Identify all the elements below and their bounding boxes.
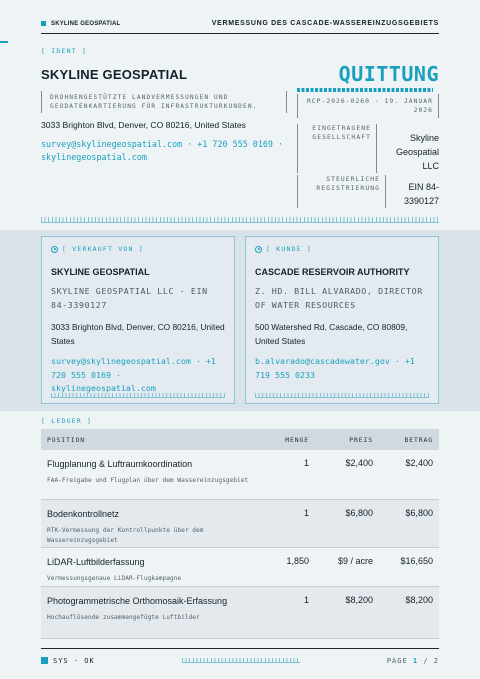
- target-icon: [51, 246, 58, 253]
- tax-registration-label: STEUERLICHE REGISTRIERUNG: [297, 175, 386, 208]
- edge-marker: [0, 41, 8, 43]
- item-quantity: 1: [303, 507, 309, 518]
- document-type: QUITTUNG: [338, 62, 439, 86]
- item-description: RTK-Vermessung der Kontrollpunkte über dem Wassereinzugsgebiet: [47, 526, 204, 544]
- seller-tag-row: [51, 245, 225, 253]
- company-tagline: DROHNENGESTÜTZTE LANDVERMESSUNGEN UND GEODATENKARTIERUNG FÜR INFRASTRUKTURKUNDEN.: [41, 91, 287, 113]
- table-row: [41, 450, 439, 499]
- item-price: $2,400: [345, 458, 373, 468]
- company-contact[interactable]: survey@skylinegeospatial.com · +1 720 555 0169 · skylinegeospatial.com: [41, 139, 284, 162]
- registered-company-value: Skyline Geospatial LLC: [395, 133, 439, 171]
- ledger-table: [41, 429, 439, 639]
- seller-legal: SKYLINE GEOSPATIAL LLC · EIN 84-3390127: [51, 286, 208, 310]
- top-bar: [41, 14, 439, 34]
- page-indicator: [387, 657, 439, 665]
- customer-tag: [ KUNDE ]: [266, 245, 313, 253]
- ledger-tag: [ LEDGER ]: [41, 417, 93, 425]
- customer-attention: Z. HD. BILL ALVARADO, DIRECTOR OF WATER RESOURCES: [255, 286, 423, 310]
- seller-contact[interactable]: survey@skylinegeospatial.com · +1 720 555 0169 · skylinegeospatial.com: [51, 356, 216, 393]
- item-amount: $6,800: [405, 507, 433, 518]
- page-label: PAGE: [386, 656, 408, 665]
- brand-name-small: SKYLINE GEOSPATIAL: [51, 20, 121, 27]
- system-status-text: SYS · OK: [53, 656, 95, 665]
- seller-address: 3033 Brighton Blvd, Denver, CO 80216, United States: [51, 322, 225, 346]
- status-square-icon: [41, 657, 48, 664]
- document-title: VERMESSUNG DES CASCADE-WASSEREINZUGSGEBIETS: [211, 20, 439, 27]
- target-icon: [255, 246, 262, 253]
- item-quantity: 1: [303, 458, 309, 468]
- column-header-quantity: MENGE: [285, 435, 309, 444]
- item-name: Flugplanung & Luftraumkoordination: [47, 459, 193, 469]
- item-quantity: 1: [303, 594, 309, 605]
- item-name: Photogrammetrische Orthomosaik-Erfassung: [47, 595, 228, 606]
- company-address: 3033 Brighton Blvd, Denver, CO 80216, United States: [41, 120, 246, 130]
- system-status: [41, 657, 95, 665]
- registered-company-row: [297, 124, 439, 173]
- item-description: Vermessungsgenaue LiDAR-Flugkampagne: [47, 574, 182, 582]
- footer-ruler: [182, 658, 300, 663]
- header-ruler: [41, 217, 439, 223]
- tax-registration-row: [297, 175, 439, 208]
- table-row: [41, 499, 439, 547]
- item-price: $9 / acre: [337, 555, 373, 566]
- customer-tag-row: [255, 245, 429, 253]
- page-separator: /: [423, 656, 429, 665]
- customer-address: 500 Watershed Rd, Cascade, CO 80809, United States: [255, 322, 408, 346]
- item-amount: $2,400: [405, 458, 433, 468]
- customer-name: CASCADE RESERVOIR AUTHORITY: [255, 267, 410, 277]
- brand-square-icon: [41, 21, 46, 26]
- footer: [41, 648, 439, 672]
- item-price: $6,800: [345, 507, 373, 518]
- column-header-price: PREIS: [349, 435, 373, 444]
- column-header-amount: BETRAG: [404, 435, 433, 444]
- company-name: SKYLINE GEOSPATIAL: [41, 67, 188, 82]
- item-price: $8,200: [345, 594, 373, 605]
- customer-ruler: [255, 393, 429, 398]
- page-total: 2: [433, 656, 439, 665]
- progress-dash-bar: [297, 88, 433, 92]
- receipt-reference: RCP-2026-0260 · 19. JANUAR 2026: [297, 94, 439, 118]
- item-name: Bodenkontrollnetz: [47, 508, 120, 519]
- seller-name: SKYLINE GEOSPATIAL: [51, 267, 150, 277]
- column-header-position: POSITION: [47, 435, 85, 444]
- item-description: FAA-Freigabe und Flugplan über dem Wassereinzugsgebiet: [47, 477, 249, 484]
- item-name: LiDAR-Luftbilderfassung: [47, 556, 145, 567]
- registered-company-label: EINGETRAGENE GESELLSCHAFT: [297, 124, 377, 173]
- item-amount: $8,200: [405, 594, 433, 605]
- item-description: Hochauflösende zusammengefügte Luftbilder: [47, 613, 200, 621]
- table-row: [41, 586, 439, 638]
- seller-tag: [ VERKAUFT VON ]: [62, 245, 144, 253]
- seller-card: [41, 236, 235, 404]
- item-amount: $16,650: [400, 555, 433, 566]
- customer-contact[interactable]: b.alvarado@cascadewater.gov · +1 719 555 0233: [255, 356, 415, 380]
- page-current: 1: [412, 656, 419, 665]
- ident-tag: [ IDENT ]: [41, 47, 88, 55]
- item-quantity: 1,850: [286, 555, 309, 566]
- tax-registration-value: EIN 84-3390127: [403, 182, 439, 206]
- brand-mark: [41, 21, 120, 27]
- seller-ruler: [51, 393, 225, 398]
- ledger-header-row: [41, 429, 439, 450]
- customer-card: [245, 236, 439, 404]
- table-row: [41, 547, 439, 586]
